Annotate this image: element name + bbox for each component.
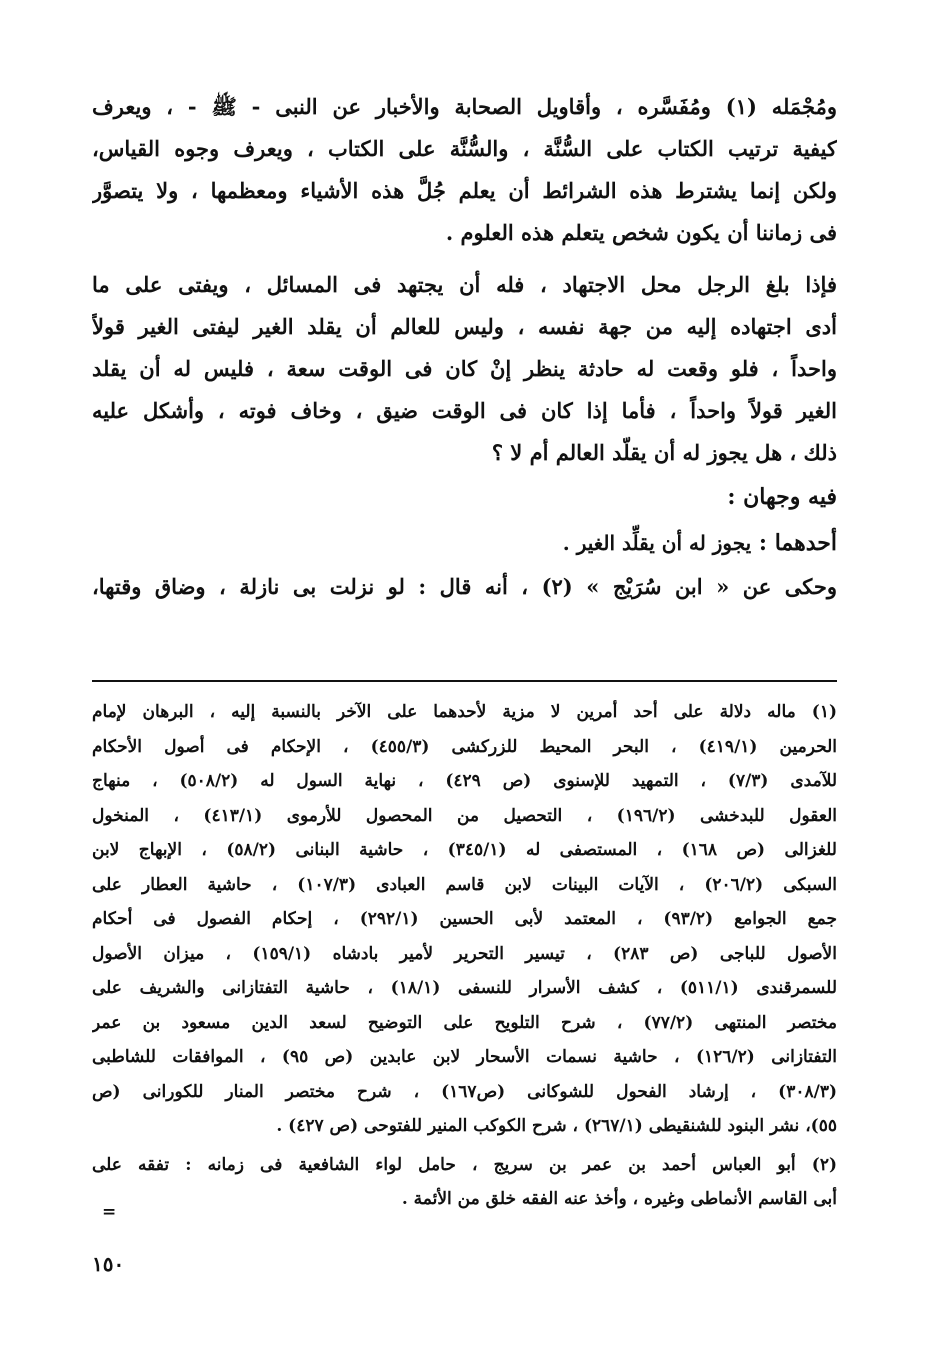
first-opinion-label: أحدهما :: [758, 530, 837, 556]
text-line: الغير قولاً واحداً ، فأما إذا كان فى الوقت ضيق ، وخاف فوته ، وأشكل عليه: [92, 398, 837, 423]
footnotes: [92, 695, 837, 1217]
footnote-2: [92, 1148, 837, 1217]
paragraph-1: [92, 86, 837, 254]
footnote-line: الأصول للباجى (ص ٢٨٣) ، تيسير التحرير لأمير بادشاه (١٥٩/١) ، ميزان الأصول: [92, 943, 837, 964]
footnote-line: ٥٥)، نشر البنود للشنقيطى (٢٦٧/١) ، شرح الكوكب المنير للفتوحى (ص ٤٢٧) .: [276, 1116, 837, 1136]
text-line: ومُجْمَله (١) ومُفَسَّره ، وأقاويل الصحابة والأخبار عن النبى - ﷺ - ، ويعرف: [92, 94, 837, 119]
main-text: [92, 86, 837, 608]
footnote-line: (٢) أبو العباس أحمد بن عمر بن سريج ، حامل لواء الشافعية فى زمانه : تفقه على: [92, 1154, 837, 1175]
text-line: وحكى عن « ابن سُرَيْج » (٢) ، أنه قال : لو نزلت بى نازلة ، وضاق وقتها،: [92, 574, 837, 599]
footnote-line: مختصر المنتهى (٧٧/٢) ، شرح التلويح على التوضيح لسعد الدين مسعود بن عمر: [92, 1012, 837, 1033]
paragraph-2: [92, 264, 837, 474]
footnote-1: [92, 695, 837, 1144]
text-line: ولكن إنما يشترط هذه الشرائط أن يعلم جُلَّ هذه الأشياء ومعظمها ، ولا يتصوَّر: [92, 178, 837, 203]
text-line: أدى اجتهاده إليه من جهة نفسه ، وليس للعالم أن يقلد الغير ليفتى الغير قولاً: [92, 314, 837, 339]
footnote-line: للآمدى (٧/٣) ، التمهيد للإسنوى (ص ٤٢٩) ، نهاية السول له (٥٠٨/٢) ، منهاج: [92, 771, 837, 791]
footnote-line: السبكى (٢٠٦/٢) ، الآيات البينات لابن قاسم العبادى (١٠٧/٣) ، حاشية العطار على: [92, 874, 837, 895]
footnote-line: (٣٠٨/٣) ، إرشاد الفحول للشوكانى (ص١٦٧) ، شرح مختصر المنار للكورانى (ص: [92, 1081, 837, 1102]
text-line: فإذا بلغ الرجل محل الاجتهاد ، فله أن يجتهد فى المسائل ، ويفتى على ما: [92, 272, 837, 297]
footnote-line: جمع الجوامع (٩٣/٢) ، المعتمد لأبى الحسين (٢٩٢/١) ، إحكام الفصول فى أحكام: [92, 909, 837, 929]
footnote-line: العقول للبدخشى (١٩٦/٢) ، التحصيل من المحصول للأرموى (٤١٣/١) ، المنخول: [92, 805, 837, 826]
text-line: واحداً ، فلو وقعت له حادثة ينظر إنْ كان فى الوقت سعة ، فليس له أن يقلد: [92, 356, 837, 381]
first-opinion-text: يجوز له أن يقلِّد الغير .: [562, 531, 752, 555]
footnote-line: للغزالى (ص ١٦٨) ، المستصفى له (٣٤٥/١) ، حاشية البنانى (٥٨/٢) ، الإبهاج لابن: [92, 840, 837, 860]
text-line: كيفية ترتيب الكتاب على السُّنَّة ، والسُّنَّة على الكتاب ، ويعرف وجوه القياس،: [92, 136, 837, 161]
footnote-line: الحرمين (٤١٩/١) ، البحر المحيط للزركشى (٤٥٥/٣) ، الإحكام فى أصول الأحكام: [92, 736, 837, 757]
text-line: فى زماننا أن يكون شخص يتعلم هذه العلوم .: [445, 220, 837, 245]
footnote-divider: [92, 680, 837, 682]
footnote-line: (١) ماله دلالة على أحد أمرين لا مزية لأحدهما على الآخر بالنسبة إليه ، البرهان لإمام: [92, 702, 837, 722]
footnote-line: أبى القاسم الأنماطى وغيره ، وأخذ عنه الفقه خلق من الأئمة .: [401, 1189, 837, 1209]
text-line: ذلك ، هل يجوز له أن يقلّد العالم أم لا ؟: [491, 440, 837, 465]
continuation-mark: =: [102, 1202, 117, 1222]
footnote-line: التفتازانى (١٢٦/٢) ، حاشية نسمات الأسحار لابن عابدين (ص ٩٥) ، الموافقات للشاطبى: [92, 1047, 837, 1067]
page-number: ١٥٠: [92, 1252, 125, 1276]
footnote-line: للسمرقندى (٥١١/١) ، كشف الأسرار للنسفى (١٨/١) ، حاشية التفتازانى والشريف على: [92, 978, 837, 998]
section-heading: فيه وجهان :: [727, 484, 837, 510]
first-opinion: [92, 520, 837, 566]
